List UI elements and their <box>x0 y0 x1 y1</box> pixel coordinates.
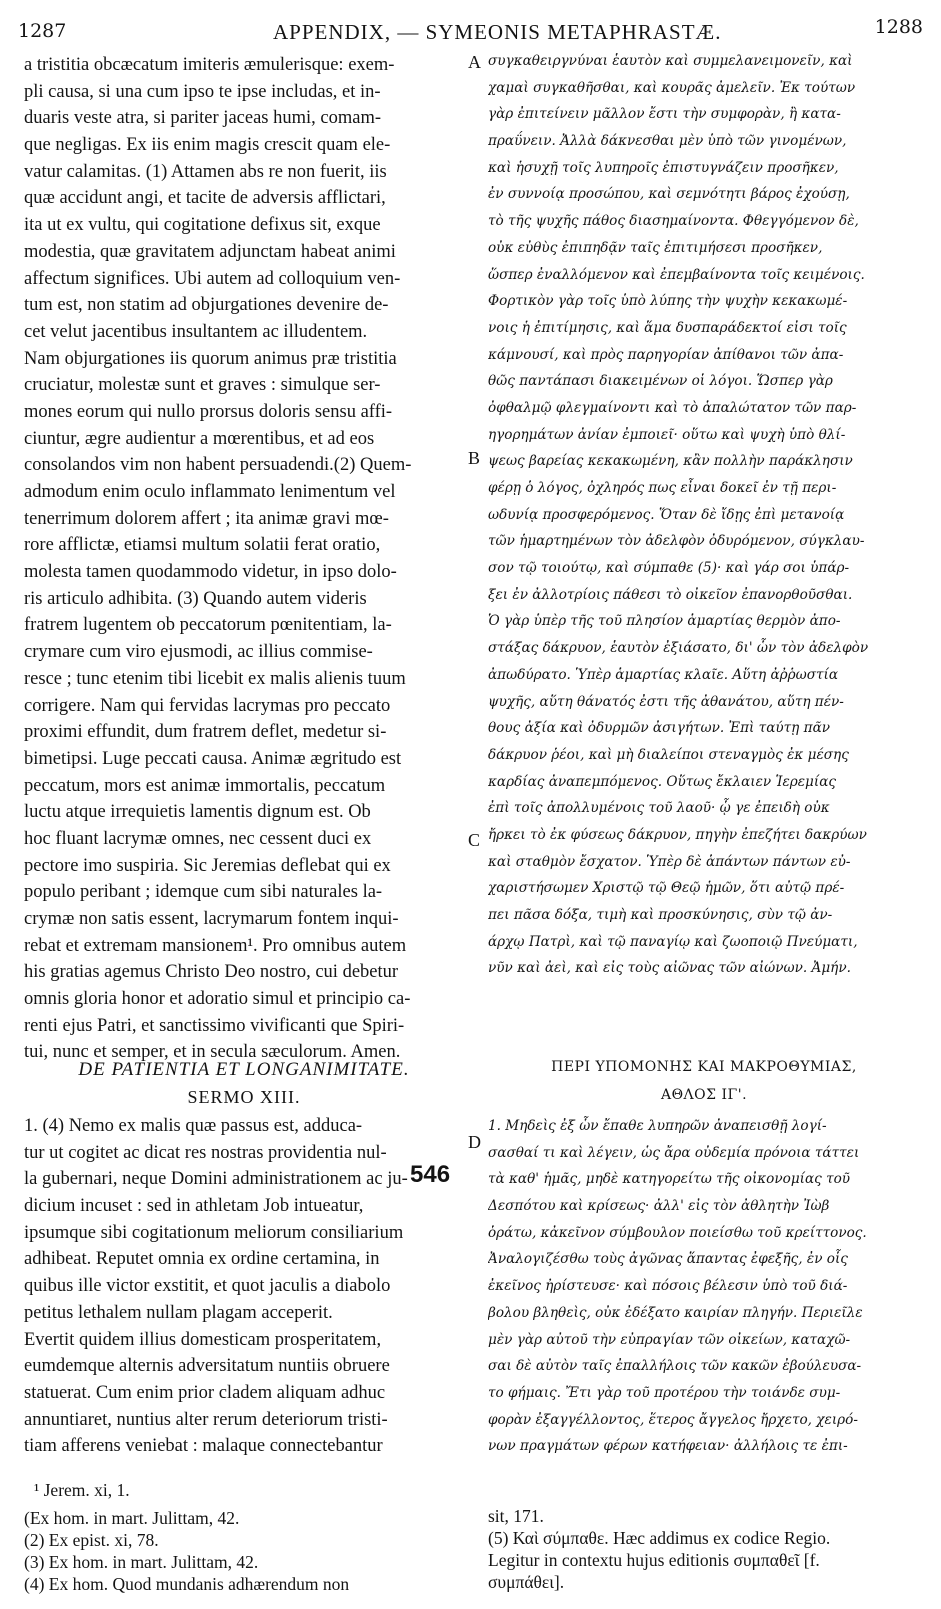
text-line: a tristitia obcæcatum imiteris æmulerisque: exem- <box>24 55 395 75</box>
text-line: fratrem lugentem ob peccatorum pœnitentiam, la- <box>24 615 392 636</box>
text-line: rebat et extremam mansionem¹. Pro omnibus autem <box>24 935 407 956</box>
text-line: δάκρυον ῥέοι, καὶ μὴ διαλείποι στεναγμὸς ἐκ μέσης <box>488 746 849 763</box>
text-line: χαριστήσωμεν Χριστῷ τῷ Θεῷ ἡμῶν, ὅτι αὐτῷ πρέ- <box>488 880 845 897</box>
footnote-line: (Ex hom. in mart. Julittam, 42. <box>24 1508 240 1528</box>
text-line: το φήμαις. Ἔτι γὰρ τοῦ προτέρου τὴν τοιάνδε συμ- <box>488 1384 841 1401</box>
text-line: tiam afferens veniebat : malaque connectebantur <box>24 1436 383 1457</box>
text-line: consolandos vim non habent persuadendi.(2) Quem- <box>24 455 412 476</box>
text-line: corrigere. Nam qui fervidas lacrymas pro peccato <box>24 695 391 716</box>
text-line: mones eorum qui nullo prorsus doloris sensu affi- <box>24 401 393 422</box>
latin-section-subtitle: SERMO XIII. <box>187 1087 301 1107</box>
text-line: ωδυνίᾳ προσφερόμενος. Ὅταν δὲ ἴδῃς ἐπὶ μετανοίᾳ <box>488 506 845 523</box>
text-line: eumdemque alternis adversitatum nuntiis obruere <box>24 1356 390 1377</box>
footnote-line: (2) Ex epist. xi, 78. <box>24 1530 159 1550</box>
text-line: pli causa, si una cum ipso te ipse includas, et in- <box>24 81 381 102</box>
text-line: στάξας δάκρυον, ἑαυτὸν ἐξιάσατο, δι' ὧν τὸν ἀδελφὸν <box>488 640 869 657</box>
text-line: καὶ σταθμὸν ἔσχατον. Ὑπὲρ δὲ ἁπάντων πάντων εὐ- <box>488 853 851 870</box>
text-line: ἐν συννοίᾳ προσώπου, καὶ σεμνότητι βάρος ἐχούσῃ, <box>488 186 850 203</box>
text-line: petitus lethalem nullam plagam acceperit. <box>24 1302 333 1323</box>
text-line: Evertit quidem illius domesticam prosperitatem, <box>24 1329 382 1350</box>
text-line: modestia, quæ gravitatem adjunctam habeat animi <box>24 241 396 262</box>
text-line: σασθαί τι καὶ λέγειν, ὡς ἄρα οὐδεμία πρόνοια τάττει <box>488 1144 860 1161</box>
footnote-line: συμπάθει]. <box>488 1572 565 1592</box>
text-line: Δεσπότου καὶ κρίσεως· ἀλλ' εἰς τὸν ἀθλητὴν Ἰὼβ <box>488 1198 830 1215</box>
text-line: duaris veste atra, si pariter jaceas humi, comam- <box>24 108 382 129</box>
text-line: τὸ τῆς ψυχῆς πάθος διασημαίνοντα. Φθεγγόμενον δὲ, <box>488 213 859 230</box>
greek-body <box>488 1113 920 1460</box>
text-line: καρδίας ἀναπεμπόμενος. Οὕτως ἔκλαιεν Ἱερεμίας <box>488 773 837 790</box>
text-line: resce ; tunc etenim tibi licebit ex malis alienis tuum <box>24 668 406 689</box>
text-line: ipsumque sibi cogitationum meliorum consiliarium <box>24 1222 404 1243</box>
text-line: ὁράτω, κἀκεῖνον σύμβουλον ποιείσθω τοῦ κρείττονος. <box>488 1224 867 1241</box>
margin-letter-d: D <box>468 1132 481 1152</box>
latin-section-title: DE PATIENTIA ET LONGANIMITATE. <box>78 1059 410 1080</box>
text-line: ἀπωδύρατο. Ὑπὲρ ἁμαρτίας κλαῖε. Αὕτη ἀῤῥωστία <box>488 666 839 683</box>
text-line: tum est, non statim ad objurgationes devenire de- <box>24 295 389 316</box>
text-line: συγκαθειργνύναι ἑαυτὸν καὶ συμμελανειμονεῖν, καὶ <box>488 53 853 69</box>
text-line: populo peribant ; idemque cum sibi naturales la- <box>24 882 383 903</box>
text-line: tui, nunc et semper, et in secula sæculorum. Amen. <box>24 1042 401 1063</box>
running-header <box>18 16 923 50</box>
text-line: crymare cum viro ejusmodi, ac illius commise- <box>24 642 373 663</box>
text-line: άρχῳ Πατρὶ, καὶ τῷ παναγίῳ καὶ ζωοποιῷ Πνεύματι, <box>488 933 858 950</box>
text-line: Nam objurgationes iis quorum animus præ tristitia <box>24 348 397 369</box>
text-line: θους ἀξία καὶ ὀδυρμῶν ἀσιγήτων. Ἐπὶ ταύτῃ πᾶν <box>488 720 831 737</box>
text-line: χαμαὶ συγκαθῆσθαι, καὶ κουρᾶς ἀμελεῖν. Ἐκ τούτων <box>488 79 856 96</box>
text-line: proximi effundit, dum fratrem deflet, medetur si- <box>24 722 387 743</box>
text-line: quæ accidunt angi, et tacite de adversis afflictari, <box>24 188 386 209</box>
text-line: πραΰνειν. Ἀλλὰ δάκνεσθαι μὲν ὑπὸ τῶν γινομένων, <box>488 133 847 150</box>
text-line: rore afflictæ, etiamsi multum solatii ferat oratio, <box>24 535 381 556</box>
text-line: θῶς παντάπασι διακειμένων οἱ λόγοι. Ὥσπερ γὰρ <box>488 373 833 390</box>
text-line: crymæ non satis essent, lacrymarum fontem inqui- <box>24 909 399 929</box>
text-line: renti ejus Patri, et sanctissimo vivificanti que Spiri- <box>24 1015 405 1036</box>
text-line: annuntiaret, nuntius alter rerum deteriorum tristi- <box>24 1409 388 1430</box>
text-line: tenerrimum dolorem affert ; ita animæ gravi mœ- <box>24 508 389 529</box>
greek-column-top <box>488 48 920 982</box>
text-line: κάμνουσί, καὶ πρὸς παρηγορίαν ἀπίθανοι τῶν ἀπα- <box>488 346 844 363</box>
text-line: Φορτικὸν γὰρ τοῖς ὑπὸ λύπης τὴν ψυχὴν κεκακωμέ- <box>488 293 848 310</box>
text-line: γὰρ ἐπιτείνειν μᾶλλον ἔστι τὴν συμφορὰν, ἢ κατα- <box>488 106 841 123</box>
text-line: 1. Μηδεὶς ἐξ ὧν ἔπαθε λυπηρῶν ἀναπεισθῇ λογί- <box>488 1118 827 1134</box>
footnote-line: (4) Ex hom. Quod mundanis adhærendum non <box>24 1574 350 1594</box>
running-title: APPENDIX, — SYMEONIS METAPHRASTÆ. <box>273 20 722 44</box>
text-line: ὥσπερ ἐναλλόμενον καὶ ἐπεμβαίνοντα τοῖς κειμένοις. <box>488 266 865 283</box>
text-line: νοις ἡ ἐπιτίμησις, καὶ ἅμα δυσπαράδεκτοί εἰσι τοῖς <box>488 319 847 336</box>
footnote-line: (3) Ex hom. in mart. Julittam, 42. <box>24 1552 259 1572</box>
text-line: ἤρκει τὸ ἐκ φύσεως δάκρυον, πηγὴν ἐπεζήτει δακρύων <box>488 826 867 843</box>
margin-letter-c: C <box>468 830 481 850</box>
text-line: cet velut jacentibus insultantem ac illudentem. <box>24 321 368 342</box>
footnote-line: (5) Καὶ σύμπαθε. Hæc addimus ex codice Regio. <box>488 1528 831 1548</box>
text-line: καὶ ἡσυχῇ τοῖς λυπηροῖς ἐπιστυγνάζειν προσῆκεν, <box>488 159 839 176</box>
text-line: quibus ille victor exstitit, et quot jaculis a diabolo <box>24 1276 391 1297</box>
text-line: omnis gloria honor et adoratio simul et principio ca- <box>24 989 411 1010</box>
greek-section-title: ΠΕΡΙ ΥΠΟΜΟΝΗΣ ΚΑΙ ΜΑΚΡΟΘΥΜΙΑΣ, <box>551 1059 857 1075</box>
text-line: σαι δὲ αὐτὸν ταῖς ἐπαλλήλοις τῶν κακῶν ἐβούλευσα- <box>488 1358 862 1375</box>
text-line: βολου βληθεὶς, οὐκ ἐδέξατο καιρίαν πληγήν. Περιεῖλε <box>488 1304 863 1321</box>
text-line: 1. (4) Nemo ex malis quæ passus est, adduca- <box>24 1116 363 1136</box>
text-line: φορὰν ἐξαγγέλλοντος, ἕτερος ἄγγελος ἤρχετο, χειρό- <box>488 1411 858 1428</box>
latin-footnotes <box>24 1479 464 1595</box>
text-line: hoc fluant lacrymæ omnes, nec cessent duci ex <box>24 828 372 849</box>
text-line: ἐκεῖνος ἠρίστευσε· καὶ πόσοις βέλεσιν ὑπὸ τοῦ διά- <box>488 1278 848 1295</box>
text-line: φέρῃ ὁ λόγος, ὀχληρός πως εἶναι δοκεῖ ἐν τῇ περι- <box>488 480 837 496</box>
text-line: vatur calamitas. (1) Attamen abs re non fuerit, iis <box>24 161 387 182</box>
text-line: σον τῷ τοιούτῳ, καὶ σύμπαθε (5)· καὶ γάρ σοι ὑπάρ- <box>488 560 850 577</box>
text-line: ciuntur, ægre audientur a mœrentibus, et ad eos <box>24 428 375 449</box>
footnote-line: Legitur in contextu hujus editionis συμπαθεῖ [f. <box>488 1550 820 1570</box>
margin-number: 546 <box>410 1161 451 1188</box>
text-line: ris articulo adhibita. (3) Quando autem videris <box>24 588 367 609</box>
text-line: πει πᾶσα δόξα, τιμὴ καὶ προσκύνησις, σὺν τῷ ἀν- <box>488 907 833 923</box>
text-line: ψεως βαρείας κεκακωμένη, κἂν πολλὴν παράκλησιν <box>488 453 853 470</box>
latin-column-top <box>24 52 464 1066</box>
text-line: Ἀναλογιζέσθω τοὺς ἀγῶνας ἅπαντας ἐφεξῆς, ἐν οἷς <box>488 1251 848 1268</box>
text-line: peccatum, mors est animæ immortalis, peccatum <box>24 775 386 796</box>
text-line: οὐκ εὐθὺς ἐπιπηδᾷν ταῖς ἐπιτιμήσεσι προσῆκεν, <box>488 239 823 256</box>
text-line: que negligas. Ex iis enim magis crescit quam ele- <box>24 135 391 156</box>
text-line: admodum enim oculo inflammato lenimentum vel <box>24 482 396 502</box>
text-line: ψυχῆς, αὕτη θάνατός ἐστι τῆς ἀθανάτου, αὕτη πέν- <box>488 693 844 710</box>
greek-footnotes <box>488 1505 920 1593</box>
text-line: τὰ καθ' ἡμᾶς, μηδὲ κατηγορείτω τῆς οἰκονομίας τοῦ <box>488 1171 851 1188</box>
text-line: pectore imo suspiria. Sic Jeremias deflebat qui ex <box>24 855 391 876</box>
text-line: luctu atque irrequietis lamentis dignum est. Ob <box>24 802 371 823</box>
text-line: cruciatur, molestæ sunt et graves : simulque ser- <box>24 375 381 396</box>
text-line: affectum significes. Ubi autem ad colloquium ven- <box>24 268 401 289</box>
text-line: ξει ἐν ἀλλοτρίοις πάθεσι τὸ οἰκεῖον ἐπανορθοῦσθαι. <box>488 586 853 603</box>
text-line: statuerat. Cum enim prior cladem aliquam adhuc <box>24 1382 386 1403</box>
text-line: τῶν ἡμαρτημένων τὸν ἀδελφὸν ὀδυρόμενον, σύγκλαυ- <box>488 533 865 550</box>
text-line: μὲν γὰρ αὐτοῦ τὴν εὐπραγίαν τῶν οἰκείων, καταχῶ- <box>488 1331 851 1348</box>
latin-body <box>24 1113 464 1460</box>
text-line: his gratias agemus Christo Deo nostro, cui debetur <box>24 962 399 983</box>
text-line: tur ut cogitet ac dicat res nostras providentia nul- <box>24 1142 387 1163</box>
text-line: molesta tamen quodammodo videtur, in ipso dolo- <box>24 562 397 583</box>
page-number-left: 1287 <box>18 20 67 42</box>
footnote-main: ¹ Jerem. xi, 1. <box>34 1480 130 1500</box>
text-line: ἐπὶ τοῖς ἀπολλυμένοις τοῦ λαοῦ· ᾧ γε ἐπειδὴ οὐκ <box>488 800 830 817</box>
text-line: ὀφθαλμῷ φλεγμαίνοντι καὶ τὸ ἁπαλώτατον τῶν παρ- <box>488 399 857 416</box>
page-number-right: 1288 <box>874 16 923 38</box>
margin-letter-b: B <box>468 448 481 468</box>
margin-letter-a: A <box>468 52 481 72</box>
greek-section-subtitle: ΑΘΛΟΣ ΙΓ'. <box>660 1087 748 1103</box>
text-line: dicium incuset : sed in athletam Job intueatur, <box>24 1196 364 1217</box>
text-line: νων πραγμάτων φέρων κατήφειαν· ἀλλήλοις τε ἐπι- <box>488 1438 848 1455</box>
text-line: adhibeat. Reputet omnia ex ordine certamina, in <box>24 1249 380 1270</box>
text-line: ηγορημάτων ἀνίαν ἐμποιεῖ· οὕτω καὶ ψυχὴ ὑπὸ θλί- <box>488 426 846 443</box>
text-line: νῦν καὶ ἀεὶ, καὶ εἰς τοὺς αἰῶνας τῶν αἰώνων. Ἀμήν. <box>488 960 851 977</box>
text-line: bimetipsi. Luge peccati causa. Animæ ægritudo est <box>24 748 402 769</box>
footnote-line: sit, 171. <box>488 1506 544 1526</box>
text-line: Ὁ γὰρ ὑπὲρ τῆς τοῦ πλησίον ἁμαρτίας θερμὸν ἀπο- <box>488 613 841 630</box>
text-line: la gubernari, neque Domini administrationem ac ju- <box>24 1169 408 1190</box>
text-line: ita ut ex vultu, qui cogitatione defixus sit, exque <box>24 215 381 236</box>
